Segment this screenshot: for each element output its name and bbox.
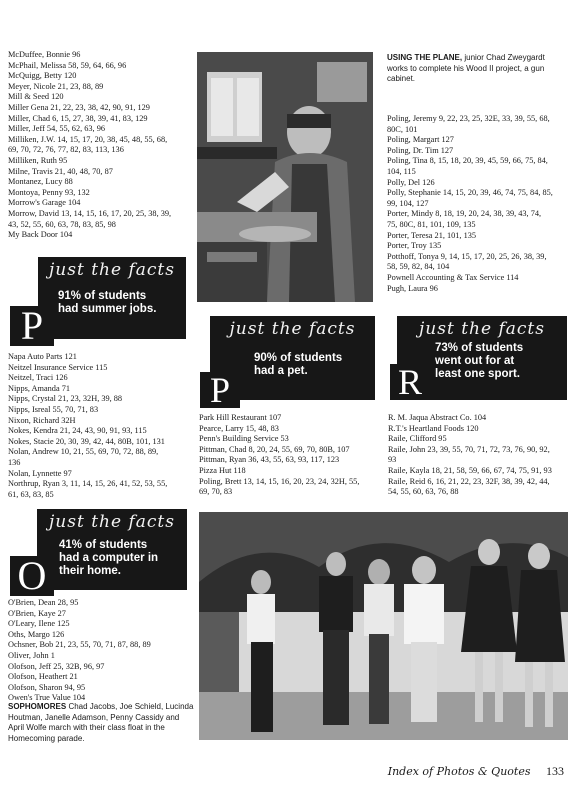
index-entry: Porter, Teresa 21, 101, 135 (387, 230, 477, 240)
index-entry: Nipps, Isreal 55, 70, 71, 83 (8, 404, 99, 414)
fact-stat-line: 41% of students (59, 539, 148, 551)
index-entry: Nolan, Lynnette 97 (8, 468, 72, 478)
index-entry: Poling, Brett 13, 14, 15, 16, 20, 23, 24, 32H, 55, (199, 476, 360, 486)
index-entry: McPhail, Melissa 58, 59, 64, 66, 96 (8, 60, 127, 70)
fact-stat-line: 91% of students (58, 290, 147, 302)
index-entry: Polly, Del 126 (387, 177, 435, 187)
index-entry: Meyer, Nicole 21, 23, 88, 89 (8, 81, 104, 91)
index-entry: 80C, 101 (387, 124, 418, 134)
fact-stat-line: 90% of students (254, 352, 343, 364)
photo-caption-sophomores (8, 702, 196, 744)
fact-initial-letter: O (10, 556, 54, 596)
index-entry: 93 (388, 455, 397, 465)
index-column-p-continued (199, 413, 384, 498)
index-entry: Nolan, Andrew 10, 21, 55, 69, 70, 72, 88, 89, (8, 447, 159, 457)
index-entry: Poling, Tina 8, 15, 18, 20, 39, 45, 59, 66, 75, 84, (387, 156, 548, 166)
index-entry: O'Brien, Dean 28, 95 (8, 598, 79, 607)
index-entry: 136 (8, 457, 21, 467)
index-entry: Oths, Margo 126 (8, 629, 65, 639)
index-entry: 58, 59, 82, 84, 104 (387, 262, 450, 272)
index-entry: Olofson, Sharon 94, 95 (8, 682, 86, 692)
fact-box-script-title: just the facts (229, 319, 356, 339)
index-entry: R.T.'s Heartland Foods 120 (388, 423, 479, 433)
index-entry: Pownell Accounting & Tax Service 114 (387, 272, 519, 282)
index-entry: Porter, Mindy 8, 18, 19, 20, 24, 38, 39, 43, 74, (387, 209, 542, 219)
fact-box-script-title: just the facts (49, 512, 175, 532)
index-entry: Pugh, Laura 96 (387, 283, 438, 293)
index-entry: Porter, Troy 135 (387, 241, 442, 251)
fact-stat-line: their home. (59, 565, 121, 577)
fact-stat-line: 73% of students (435, 342, 524, 354)
index-entry: Raile, Clifford 95 (388, 434, 447, 444)
photo-parade-illustration (199, 512, 568, 740)
index-entry: 99, 104, 127 (387, 198, 429, 208)
page-footer (388, 764, 564, 779)
index-entry: 69, 70, 72, 76, 77, 82, 83, 113, 136 (8, 145, 124, 155)
fact-box-script-title: just the facts (419, 319, 545, 339)
fact-initial-letter: P (200, 372, 240, 408)
index-entry: Pearce, Larry 15, 48, 83 (199, 423, 279, 433)
index-entry: Nipps, Amanda 71 (8, 383, 70, 393)
fact-stat-line: had a computer in (59, 552, 159, 564)
index-entry: Napa Auto Parts 121 (8, 352, 77, 361)
photo-woodshop-illustration (197, 52, 373, 302)
index-column-m (8, 50, 191, 241)
index-column-o (8, 598, 198, 704)
index-entry: Mill & Seed 120 (8, 92, 64, 102)
caption-lead: USING THE PLANE, (387, 53, 463, 62)
index-entry: Miller, Chad 6, 15, 27, 38, 39, 41, 83, 129 (8, 113, 148, 123)
index-entry: Miller Gena 21, 22, 23, 38, 42, 90, 91, 129 (8, 102, 150, 112)
index-entry: Neitzel, Traci 126 (8, 373, 68, 383)
index-entry: Milne, Travis 21, 40, 48, 70, 87 (8, 166, 113, 176)
index-entry: R. M. Jaqua Abstract Co. 104 (388, 413, 487, 422)
index-entry: Olofson, Jeff 25, 32B, 96, 97 (8, 661, 105, 671)
index-entry: Poling, Dr. Tim 127 (387, 145, 454, 155)
index-entry: Penn's Building Service 53 (199, 434, 289, 444)
index-entry: Ochsner, Bob 21, 23, 55, 70, 71, 87, 88, 89 (8, 640, 151, 650)
index-entry: 69, 70, 83 (199, 487, 233, 497)
fact-initial-letter: P (10, 306, 54, 346)
index-entry: Raile, Kayla 18, 21, 58, 59, 66, 67, 74, 75, 91, 93 (388, 465, 552, 475)
index-entry: Nokes, Kendra 21, 24, 43, 90, 91, 93, 115 (8, 426, 147, 436)
fact-box-script-title: just the facts (49, 260, 175, 280)
index-entry: McQuigg, Betty 120 (8, 71, 77, 81)
index-entry: Northrup, Ryan 3, 11, 14, 15, 26, 41, 52, 53, 55, (8, 479, 168, 489)
index-entry: Pizza Hut 118 (199, 465, 246, 475)
index-entry: Polly, Stephanie 14, 15, 20, 39, 46, 74, 75, 84, 85, (387, 188, 553, 198)
index-entry: O'Brien, Kaye 27 (8, 608, 66, 618)
caption-text: junior Chad Zweygardt works to complete his Wood II project, a gun cabinet. (387, 53, 545, 83)
fact-box-computer (37, 509, 187, 590)
photo-homecoming-parade (199, 512, 568, 740)
index-entry: McDuffee, Bonnie 96 (8, 50, 81, 59)
index-entry: Montoya, Penny 93, 132 (8, 187, 90, 197)
index-entry: 75, 80C, 81, 101, 109, 135 (387, 219, 476, 229)
index-entry: O'Leary, Ilene 125 (8, 619, 70, 629)
index-entry: My Back Door 104 (8, 230, 73, 240)
index-entry: Owen's True Value 104 (8, 693, 86, 703)
index-entry: Park Hill Restaurant 107 (199, 413, 282, 422)
fact-stat-line: least one sport. (435, 368, 520, 380)
index-entry: Raile, John 23, 39, 55, 70, 71, 72, 73, 76, 90, 92, (388, 444, 550, 454)
index-column-n (8, 352, 198, 500)
caption-lead: SOPHOMORES (8, 702, 67, 711)
index-entry: Oliver, John 1 (8, 650, 55, 660)
index-entry: Nokes, Stacie 20, 30, 39, 42, 44, 80B, 101, 131 (8, 436, 165, 446)
index-entry: Nipps, Crystal 21, 23, 32H, 39, 88 (8, 394, 123, 404)
index-entry: Morrow's Garage 104 (8, 198, 81, 208)
index-entry: Milliken, Ruth 95 (8, 155, 68, 165)
index-entry: 104, 115 (387, 166, 416, 176)
index-entry: Poling, Margart 127 (387, 135, 454, 145)
fact-stat-line: had a pet. (254, 365, 308, 377)
index-entry: Miller, Jeff 54, 55, 62, 63, 96 (8, 124, 105, 134)
caption-text: Chad Jacobs, Joe Schield, Lucinda Houtman, Janelle Adamson, Penny Cassidy and April Wolfe march with their class float in the Homecoming parade. (8, 702, 194, 743)
index-entry: Potthoff, Tonya 9, 14, 15, 17, 20, 25, 26, 38, 39, (387, 251, 547, 261)
index-entry: 61, 63, 83, 85 (8, 489, 54, 499)
index-entry: Olofson, Heathert 21 (8, 672, 78, 682)
photo-woodshop-plane (197, 52, 373, 302)
index-entry: Poling, Jeremy 9, 22, 23, 25, 32E, 33, 39, 55, 68, (387, 114, 550, 123)
index-column-r (388, 413, 578, 498)
index-entry: 54, 55, 60, 63, 76, 88 (388, 487, 459, 497)
page-number: 133 (546, 764, 564, 778)
index-entry: Neitzel Insurance Service 115 (8, 362, 108, 372)
index-entry: Pittman, Chad 8, 20, 24, 55, 69, 70, 80B, 107 (199, 444, 350, 454)
index-entry: Pittman, Ryan 36, 43, 55, 63, 93, 117, 123 (199, 455, 340, 465)
index-entry: Montanez, Lucy 88 (8, 177, 73, 187)
fact-box-summer-jobs (38, 257, 186, 339)
fact-stat-line: had summer jobs. (58, 303, 157, 315)
footer-title: Index of Photos & Quotes (387, 765, 531, 778)
index-column-p (387, 114, 577, 294)
fact-stat-line: went out for at (435, 355, 515, 367)
index-entry: Milliken, J.W. 14, 15, 17, 20, 38, 45, 48, 55, 68, (8, 134, 168, 144)
index-entry: Raile, Reid 6, 16, 21, 22, 23, 32F, 38, 39, 42, 44, (388, 476, 550, 486)
fact-initial-letter: R (390, 364, 430, 400)
index-entry: 43, 52, 55, 60, 63, 78, 83, 85, 98 (8, 219, 116, 229)
photo-caption-plane (387, 53, 567, 85)
index-entry: Morrow, David 13, 14, 15, 16, 17, 20, 25, 38, 39, (8, 208, 172, 218)
index-entry: Nixon, Richard 32H (8, 415, 76, 425)
